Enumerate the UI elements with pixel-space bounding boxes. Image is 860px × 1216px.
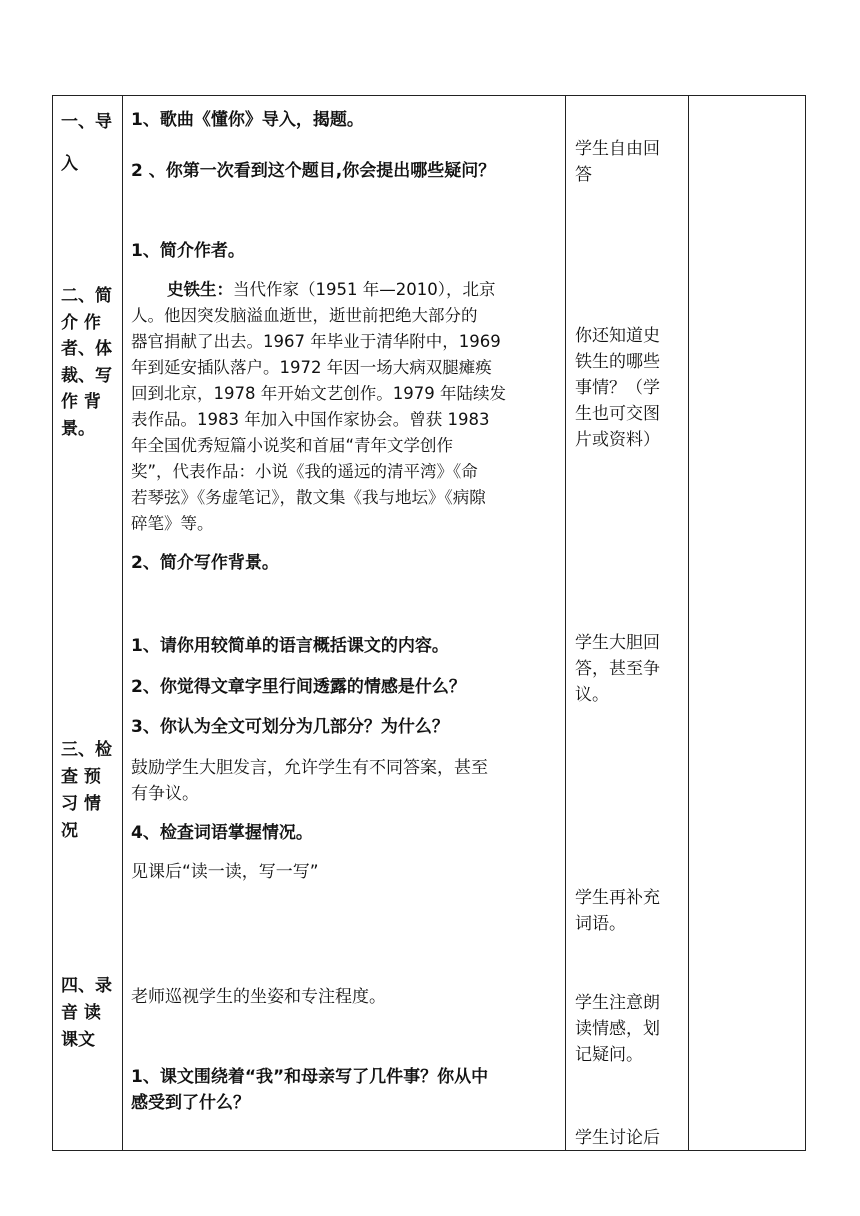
content-vocab-reference: 见课后“读一读，写一写” <box>131 862 319 882</box>
column-divider <box>688 96 689 1150</box>
student-activity-5: 学生注意朗 读情感，划 记疑问。 <box>575 993 660 1065</box>
section-4-heading: 四、录 音 读 课文 <box>61 976 112 1050</box>
column-divider <box>122 96 123 1150</box>
content-intro-song: 1、歌曲《懂你》导入，揭题。 <box>131 110 364 130</box>
content-encourage-note: 鼓励学生大胆发言，允许学生有不同答案，甚至 有争议。 <box>131 758 488 804</box>
student-activity-6: 学生讨论后 <box>575 1128 660 1148</box>
content-events-question: 1、课文围绕着“我”和母亲写了几件事？你从中 感受到了什么？ <box>131 1067 489 1113</box>
column-divider <box>565 96 566 1150</box>
content-emotion-question: 2、你觉得文章字里行间透露的情感是什么？ <box>131 677 466 697</box>
content-vocab-check: 4、检查词语掌握情况。 <box>131 823 313 843</box>
content-teacher-observe: 老师巡视学生的坐姿和专注程度。 <box>131 987 386 1007</box>
content-author-heading: 1、简介作者。 <box>131 241 245 261</box>
section-3-heading: 三、检 查 预 习 情 况 <box>61 740 112 841</box>
content-summary-question: 1、请你用较简单的语言概括课文的内容。 <box>131 636 449 656</box>
student-activity-2: 你还知道史 铁生的哪些 事情？（学 生也可交图 片或资料） <box>575 326 660 450</box>
student-activity-3: 学生大胆回 答，甚至争 议。 <box>575 633 660 705</box>
author-name: 史铁生： <box>167 280 233 299</box>
content-structure-question: 3、你认为全文可划分为几部分？为什么？ <box>131 717 449 737</box>
author-bio: 史铁生：当代作家（1951 年—2010），北京 人。他因突发脑溢血逝世，逝世前把绝大部分的 器官捐献了出去。1967 年毕业于清华附中，1969 年到延安插队落户。1972 年因一场大病双腿瘫痪 回到北京，1978 年开始文艺创作。1979 年陆续发 表作品。1983 年加入中国作家协会。曾获 1983 年全国优秀短篇小说奖和首届“青年文学创作 奖”，代表作品：小说《我的遥远的清平湾》《命 若琴弦》《务虚笔记》，散文集《我与地坛》《病隙 碎笔》等。 <box>131 280 506 533</box>
student-activity-1: 学生自由回 答 <box>575 139 660 185</box>
student-activity-4: 学生再补充 词语。 <box>575 888 660 934</box>
content-intro-question: 2 、你第一次看到这个题目,你会提出哪些疑问？ <box>131 161 496 181</box>
section-2-heading: 二、简 介 作 者、体 裁、写 作 背 景。 <box>61 286 112 439</box>
section-1-heading: 一、导 入 <box>61 112 112 174</box>
content-background-heading: 2、简介写作背景。 <box>131 553 279 573</box>
